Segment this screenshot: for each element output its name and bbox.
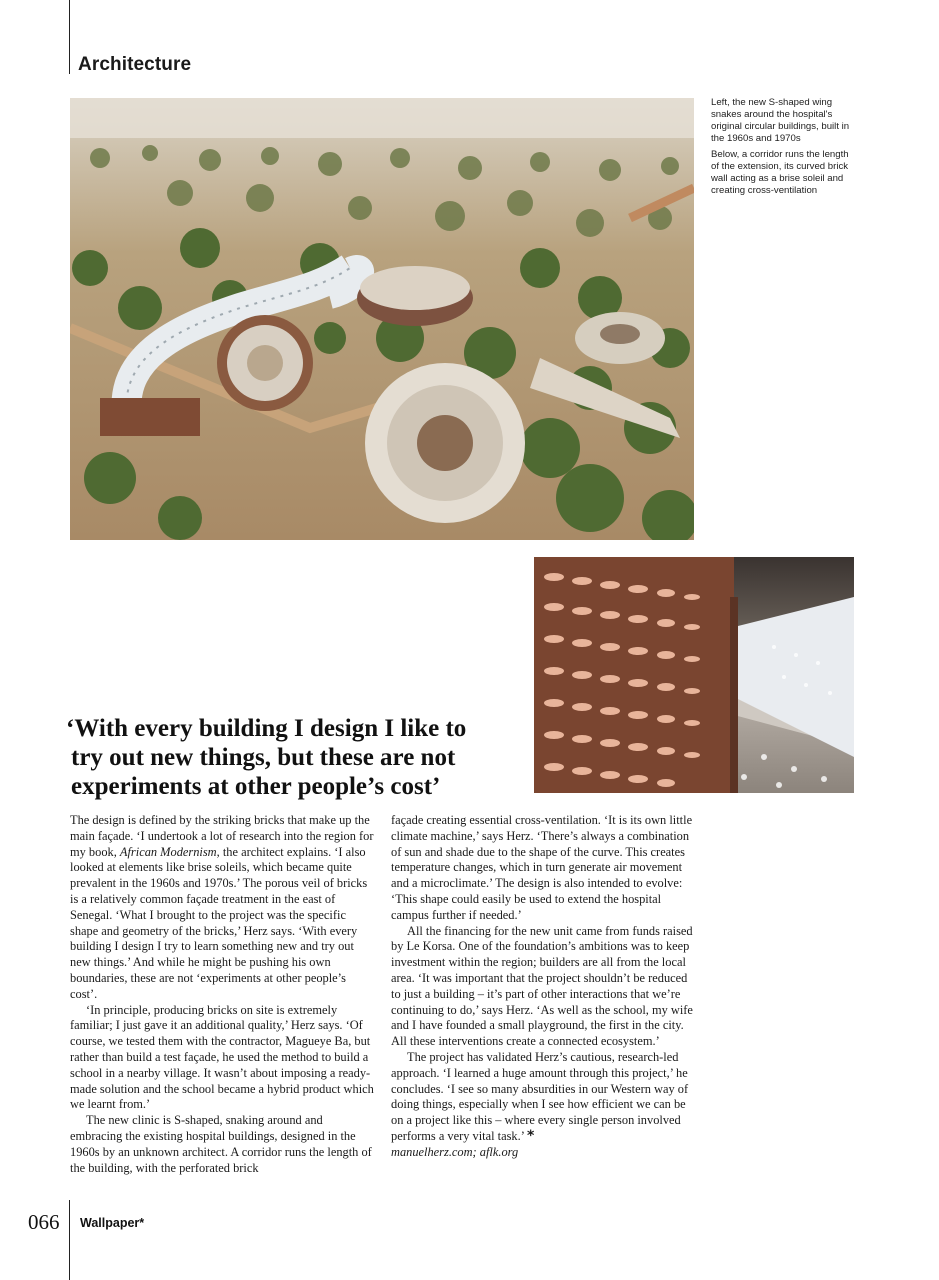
body-paragraph-6-text: The project has validated Herz’s cautious, research-led approach. ‘I learned a huge amount through this project,’ he concludes. ‘I see so many absurdities in our Western way of doing things, especially when I see how efficient we can be on a project like this – where every single person involved performs a very vital task.’ bbox=[391, 1049, 689, 1143]
body-paragraph-1-end: , the architect explains. ‘I also looked at elements like brise soleils, which became quite prevalent in the 1960s and 1970s.’ The porous veil of bricks is a relatively common façade treatment in the east of Senegal. ‘What I brought to the project was the specific shape and geometry of the bricks,’ Herz says. ‘With every building I design I try to learn something new and try out new things.’ And while he might be pushing his own boundaries, these are not ‘experiments at other people’s cost’. bbox=[70, 844, 368, 1001]
top-vertical-rule bbox=[69, 0, 70, 74]
body-paragraph-4: façade creating essential cross-ventilation. ‘It is its own little climate machine,’ says Herz. ‘There’s always a combination of sun and shade due to the shape of the curve. This creates temperature changes, which in turn generate air movement and a microclimate.’ The design is also intended to evolve: ‘This shape could easily be used to extend the hospital campus further if needed.’ bbox=[391, 813, 693, 922]
body-paragraph-5: All the financing for the new unit came from funds raised by Le Korsa. One of the foundation’s ambitions was to keep investment within the region; builders are all from the local area. ‘It was important that the project shouldn’t be reduced to just a building – it’s part of other interactions that we’re continuing to do,’ says Herz. ‘As well as the school, my wife and I have founded a small playground, the first in the city. All these interventions create a connected ecosystem.’ bbox=[391, 923, 693, 1049]
body-paragraph-3: The new clinic is S-shaped, snaking around and embracing the existing hospital buildings, designed in the 1960s by an unknown architect. A corridor runs the length of the building, with the perforated brick bbox=[70, 1113, 372, 1175]
magazine-brand: Wallpaper* bbox=[80, 1216, 145, 1230]
section-label: Architecture bbox=[78, 54, 192, 75]
pull-quote-line-3: experiments at other people’s cost’ bbox=[71, 773, 441, 800]
pull-quote bbox=[66, 714, 496, 801]
corridor-photo-illustration bbox=[534, 557, 854, 793]
pull-quote-line-1: ‘With every building I design I like to bbox=[66, 715, 467, 742]
corridor-photo bbox=[534, 557, 854, 793]
caption-aerial: Left, the new S-shaped wing snakes around the hospital's original circular buildings, built in the 1960s and 1970s bbox=[711, 97, 850, 144]
web-credit: manuelherz.com; aflk.org bbox=[391, 1144, 519, 1159]
bottom-vertical-rule bbox=[69, 1200, 70, 1280]
body-paragraph-1 bbox=[70, 813, 376, 1003]
page-number: 066 bbox=[28, 1210, 60, 1234]
aerial-photo-illustration bbox=[70, 98, 694, 540]
body-column-left bbox=[70, 813, 376, 1176]
caption-corridor: Below, a corridor runs the length of the extension, its curved brick wall acting as a brise soleil and creating cross-ventilation bbox=[711, 149, 849, 196]
body-paragraph-1-start: The design is defined by the striking bricks that make up the main façade. ‘I undertook a lot of research into the region for my book, bbox=[70, 813, 374, 859]
body-column-right bbox=[391, 813, 697, 1161]
end-mark-icon: * bbox=[527, 1127, 535, 1144]
body-paragraph-2: ‘In principle, producing bricks on site is extremely familiar; I just gave it an additional quality,’ Herz says. ‘Of course, we tested them with the contractor, Magueye Ba, but rather than build a test façade, he used the method to build a school in a nearby village. It wasn’t about imposing a ready-made solution and the school became a hybrid product which we learnt from.’ bbox=[70, 1002, 374, 1112]
book-title: African Modernism bbox=[119, 844, 217, 859]
body-paragraph-6 bbox=[391, 1050, 697, 1145]
aerial-photo bbox=[70, 98, 694, 540]
pull-quote-line-2: try out new things, but these are not bbox=[71, 744, 456, 771]
